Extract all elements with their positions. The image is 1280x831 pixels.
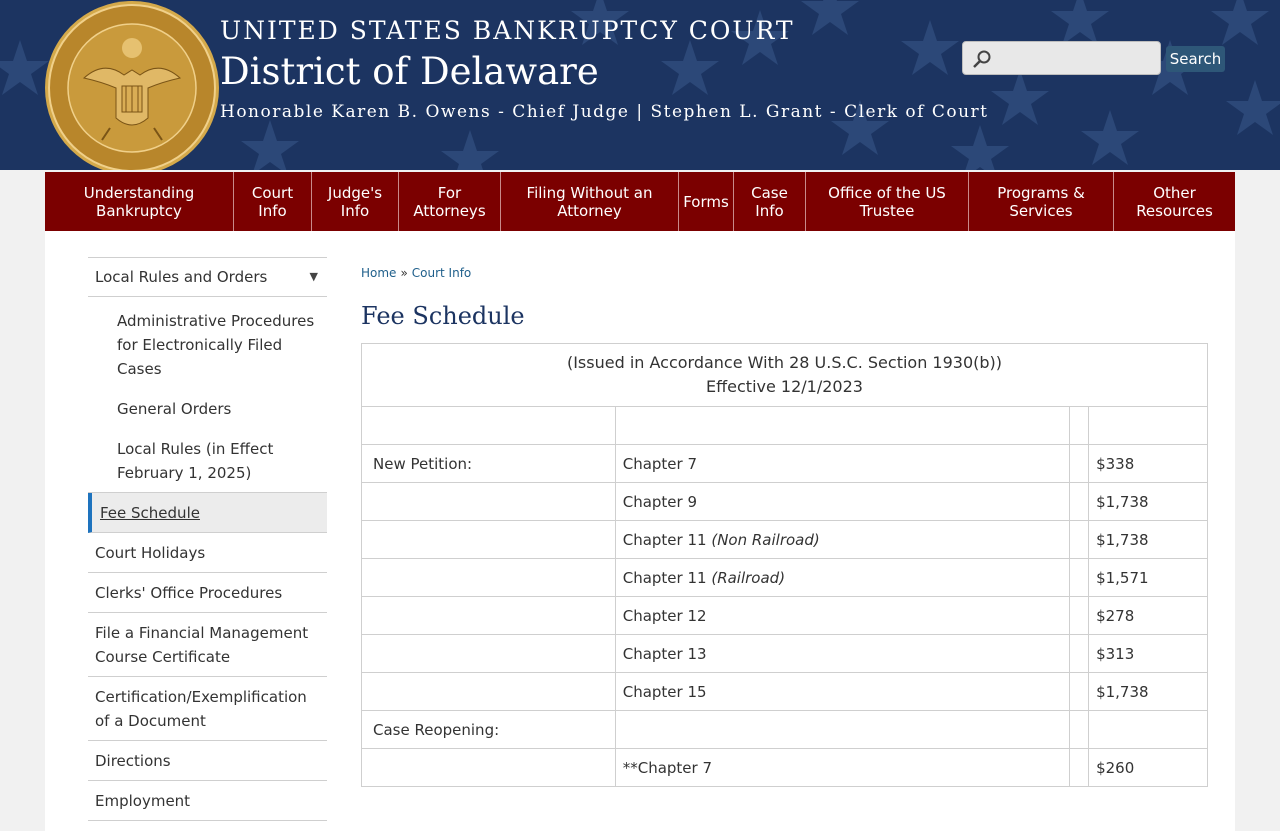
court-seal-logo[interactable] xyxy=(44,0,220,170)
nav-label-line1: Other xyxy=(1153,183,1196,202)
nav-understanding-bankruptcy[interactable] xyxy=(45,172,234,231)
district-name[interactable]: District of Delaware xyxy=(220,50,599,93)
fee-cell: $1,738 xyxy=(1089,673,1208,711)
category-cell xyxy=(362,749,616,787)
fee-cell: $260 xyxy=(1089,749,1208,787)
chapter-cell: Chapter 15 xyxy=(615,673,1069,711)
fee-cell: $1,738 xyxy=(1089,483,1208,521)
fee-table xyxy=(361,343,1208,787)
table-header-cell xyxy=(362,344,1208,407)
sidebar-item-fee-schedule[interactable]: Fee Schedule xyxy=(88,493,327,533)
nav-judges-info[interactable] xyxy=(312,172,399,231)
chapter-cell xyxy=(615,407,1069,445)
nav-label-line1: For xyxy=(437,183,462,202)
sidebar-subitem-local-rules[interactable]: Local Rules (in Effect February 1, 2025) xyxy=(88,429,327,493)
fee-cell: $1,571 xyxy=(1089,559,1208,597)
sidebar-section-local-rules[interactable] xyxy=(88,257,327,297)
chapter-note: (Non Railroad) xyxy=(711,530,820,549)
category-cell xyxy=(362,673,616,711)
spacer-cell xyxy=(1070,559,1089,597)
sidebar-nav xyxy=(88,257,327,821)
sidebar-item-court-holidays[interactable]: Court Holidays xyxy=(88,533,327,573)
page-title: Fee Schedule xyxy=(361,302,525,330)
chapter-cell xyxy=(615,521,1069,559)
table-header-row xyxy=(362,344,1208,407)
table-row xyxy=(362,559,1208,597)
category-cell xyxy=(362,635,616,673)
nav-label-line1: Court xyxy=(251,183,294,202)
category-cell xyxy=(362,407,616,445)
spacer-cell xyxy=(1070,673,1089,711)
table-row xyxy=(362,673,1208,711)
search-box xyxy=(962,41,1161,75)
chapter-cell xyxy=(615,711,1069,749)
main-nav xyxy=(45,172,1235,231)
breadcrumb-court-info-link[interactable]: Court Info xyxy=(411,266,472,280)
spacer-cell xyxy=(1070,407,1089,445)
sidebar-item-certification[interactable]: Certification/Exemplification of a Document xyxy=(88,677,327,741)
nav-label-line2: Attorney xyxy=(557,201,622,220)
nav-label-line2: Info xyxy=(258,201,287,220)
spacer-cell xyxy=(1070,711,1089,749)
spacer-cell xyxy=(1070,483,1089,521)
fee-cell xyxy=(1089,407,1208,445)
spacer-cell xyxy=(1070,445,1089,483)
fee-cell: $313 xyxy=(1089,635,1208,673)
chapter-label: Chapter 11 xyxy=(622,530,707,549)
chapter-cell: Chapter 13 xyxy=(615,635,1069,673)
chapter-label: Chapter 11 xyxy=(622,568,707,587)
nav-label-line1: Filing Without an xyxy=(526,183,653,202)
table-header-line1: (Issued in Accordance With 28 U.S.C. Section 1930(b)) xyxy=(566,353,1003,372)
fee-cell xyxy=(1089,711,1208,749)
spacer-cell xyxy=(1070,521,1089,559)
breadcrumb xyxy=(361,266,471,280)
nav-court-info[interactable] xyxy=(234,172,312,231)
chapter-note: (Railroad) xyxy=(711,568,786,587)
nav-label-line1: Judge's xyxy=(327,183,383,202)
nav-label-line2: Info xyxy=(755,201,784,220)
nav-case-info[interactable] xyxy=(734,172,806,231)
sidebar-subitem-admin-procedures[interactable]: Administrative Procedures for Electronically Filed Cases xyxy=(117,312,315,378)
spacer-cell xyxy=(1070,597,1089,635)
table-row xyxy=(362,445,1208,483)
sidebar-section-label: Local Rules and Orders xyxy=(95,268,268,286)
nav-forms[interactable] xyxy=(679,172,734,231)
fee-cell: $1,738 xyxy=(1089,521,1208,559)
fee-cell: $278 xyxy=(1089,597,1208,635)
sidebar-item-clerks-procedures[interactable]: Clerks' Office Procedures xyxy=(88,573,327,613)
category-cell xyxy=(362,597,616,635)
nav-other-resources[interactable] xyxy=(1114,172,1235,231)
chapter-cell: Chapter 7 xyxy=(615,445,1069,483)
nav-label-line1: Understanding xyxy=(83,183,195,202)
chapter-cell: Chapter 9 xyxy=(615,483,1069,521)
nav-us-trustee[interactable] xyxy=(806,172,969,231)
table-header-line2: Effective 12/1/2023 xyxy=(706,377,863,396)
breadcrumb-separator: » xyxy=(400,266,408,280)
chapter-cell: **Chapter 7 xyxy=(615,749,1069,787)
search-button[interactable]: Search xyxy=(1166,46,1225,72)
breadcrumb-home-link[interactable]: Home xyxy=(361,266,397,280)
sidebar-subitem-general-orders[interactable]: General Orders xyxy=(117,400,232,418)
table-row xyxy=(362,635,1208,673)
sidebar-item-financial-certificate[interactable]: File a Financial Management Course Certificate xyxy=(88,613,327,677)
nav-programs-services[interactable] xyxy=(969,172,1114,231)
table-row xyxy=(362,711,1208,749)
nav-label-line2: Bankruptcy xyxy=(96,201,182,220)
nav-label-line1: Case xyxy=(751,183,788,202)
category-cell xyxy=(362,521,616,559)
spacer-cell xyxy=(1070,635,1089,673)
table-row xyxy=(362,521,1208,559)
court-name[interactable]: UNITED STATES BANKRUPTCY COURT xyxy=(220,16,795,45)
search-icon xyxy=(972,49,992,69)
chapter-cell: Chapter 12 xyxy=(615,597,1069,635)
chapter-cell xyxy=(615,559,1069,597)
caret-down-icon[interactable]: ▼ xyxy=(309,270,318,283)
category-cell: New Petition: xyxy=(362,445,616,483)
category-cell: Case Reopening: xyxy=(362,711,616,749)
site-header xyxy=(0,0,1280,170)
spacer-cell xyxy=(1070,749,1089,787)
table-row xyxy=(362,749,1208,787)
table-row xyxy=(362,597,1208,635)
nav-label-line2: Trustee xyxy=(859,201,915,220)
table-row xyxy=(362,407,1208,445)
nav-label-line1: Forms xyxy=(683,192,729,211)
nav-label-line1: Programs & xyxy=(997,183,1085,202)
table-row xyxy=(362,483,1208,521)
nav-label-line2: Info xyxy=(340,201,370,220)
nav-label-line2: Attorneys xyxy=(413,201,486,220)
nav-for-attorneys[interactable] xyxy=(399,172,501,231)
category-cell xyxy=(362,559,616,597)
nav-label-line2: Services xyxy=(1009,201,1073,220)
nav-label-line1: Office of the US xyxy=(828,183,946,202)
nav-label-line2: Resources xyxy=(1136,201,1213,220)
nav-filing-without-attorney[interactable] xyxy=(501,172,679,231)
fee-cell: $338 xyxy=(1089,445,1208,483)
sidebar-item-employment[interactable]: Employment xyxy=(88,781,327,821)
sidebar-item-directions[interactable]: Directions xyxy=(88,741,327,781)
court-officials: Honorable Karen B. Owens - Chief Judge | Stephen L. Grant - Clerk of Court xyxy=(220,102,989,122)
category-cell xyxy=(362,483,616,521)
search-input[interactable] xyxy=(997,46,1151,72)
